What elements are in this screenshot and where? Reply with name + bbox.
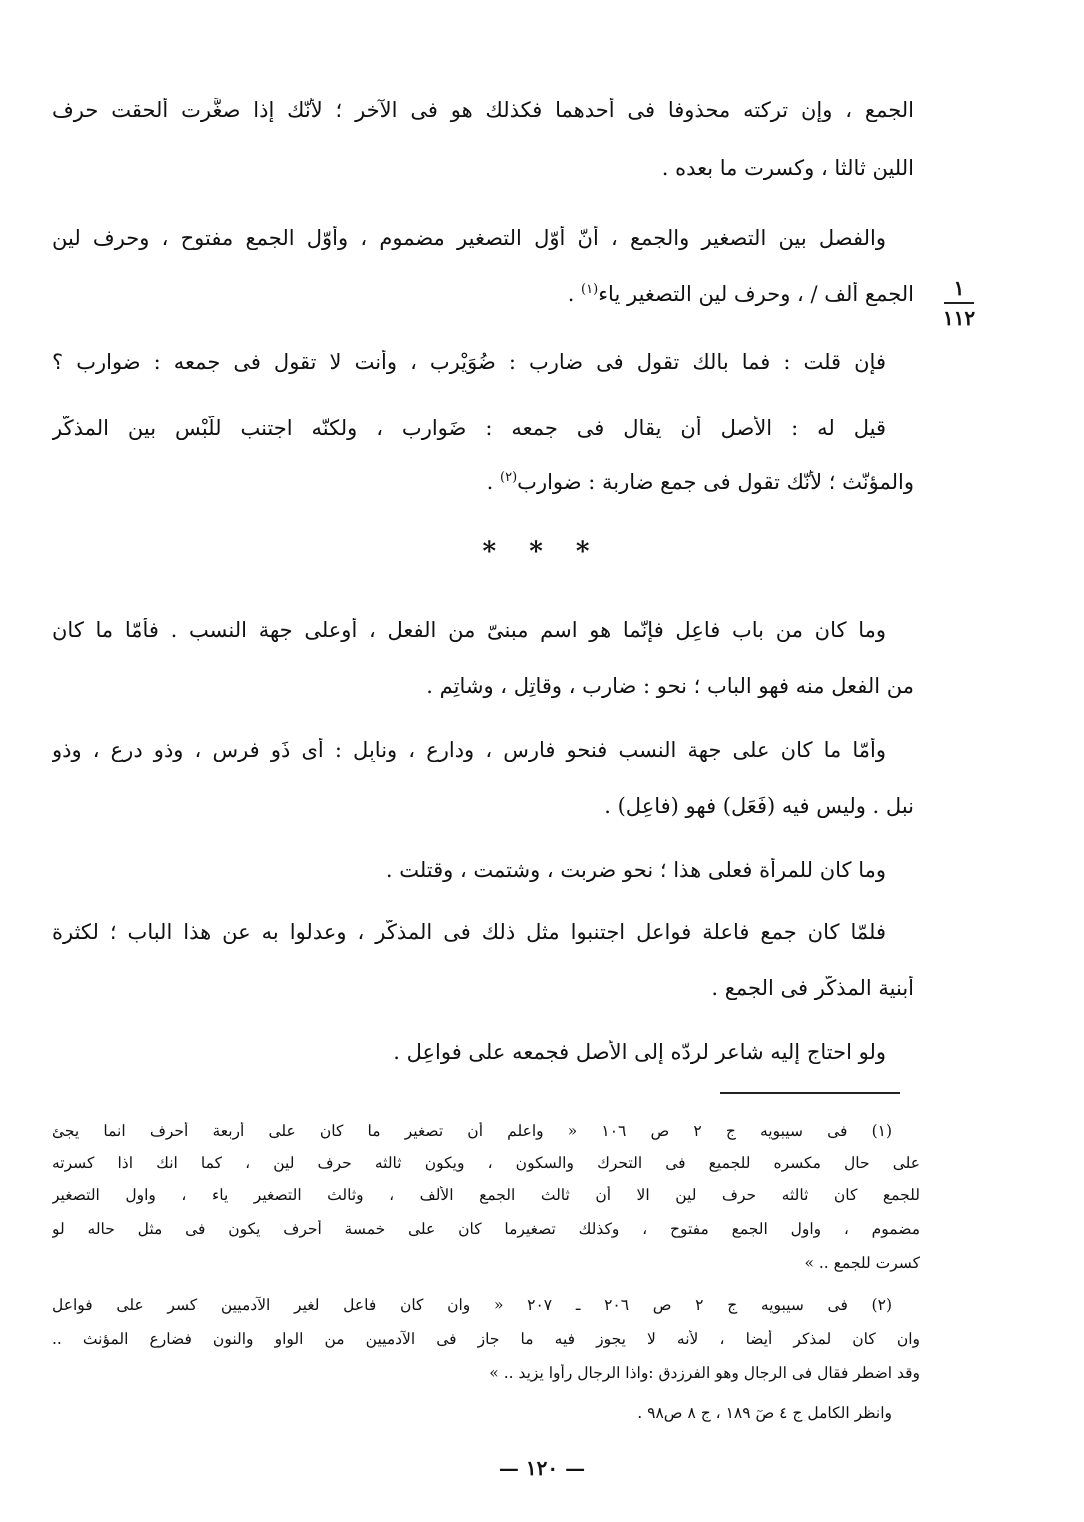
paragraph-9-line-1: ولو احتاج إليه شاعر لردّه إلى الأصل فجمعه على فواعِل . <box>393 1040 886 1064</box>
paragraph-2-line-2-end: . <box>567 282 582 306</box>
paragraph-2-line-2-text: الجمع ألف / ، وحرف لين التصغير ياء <box>598 282 914 306</box>
section-separator: * * * <box>482 537 602 567</box>
paragraph-1-line-2: اللين ثالثا ، وكسرت ما بعده . <box>661 156 914 180</box>
paragraph-4-line-2-end: . <box>486 470 501 494</box>
page-number: — ١٢٠ — <box>498 1456 586 1480</box>
paragraph-6-line-2: نبل . وليس فيه (فَعَل) فهو (فاعِل) . <box>604 794 914 818</box>
paragraph-2-line-1: والفصل بين التصغير والجمع ، أنّ أوّل التصغير مضموم ، وأوّل الجمع مفتوح ، وحرف لين <box>52 226 886 250</box>
margin-note-top: ١ <box>944 276 974 304</box>
footnote-2-line-4: وانظر الكامل ج ٤ صٓ ١٨٩ ، ج ٨ ص٩٨ . <box>637 1404 892 1422</box>
paragraph-5-line-1: وما كان من باب فاعِلٍ فإنّما هو اسم مبنىّ من الفعل ، أوعلى جهة النسب . فأمّا ما كان <box>52 618 886 642</box>
paragraph-4-line-2-text: والمؤنّث ؛ لأنّك تقول فى جمع ضاربة : ضوارب <box>517 470 914 494</box>
footnote-ref-1[interactable]: (١) <box>581 282 599 297</box>
paragraph-6-line-1: وأمّا ما كان على جهة النسب فنحو فارس ، ودارِع ، ونابِل : أى ذَو فرس ، وذو درع ، وذو <box>52 738 886 762</box>
paragraph-5-line-2: من الفعل منه فهو الباب ؛ نحو : ضارِب ، وقاتِل ، وشاتِم . <box>426 674 914 698</box>
footnote-1-line-2: على حال مكسره للجميع فى التحرك والسكون ، ويكون ثالثه حرف لين ، كما انك اذا كسرته <box>52 1154 920 1172</box>
footnote-ref-2[interactable]: (٢) <box>500 470 518 485</box>
footnote-divider <box>720 1092 900 1094</box>
footnote-2-line-3: وقد اضطر فقال فى الرجال وهو الفرزدق :واذا الرجال رأوا يزيد .. » <box>489 1364 920 1382</box>
footnote-2-line-2: وان كان لمذكر أيضا ، لأنه لا يجوز فيه ما جاز فى الآدميين من الواو والنون فضارع المؤنث .. <box>52 1330 920 1348</box>
margin-page-reference <box>936 276 982 330</box>
footnote-2-line-1: (٢) فى سيبويه ج ٢ ص ٢٠٦ ـ ٢٠٧ « وان كان فاعل لغير الآدميين كسر على فواعل <box>52 1296 892 1314</box>
paragraph-8-line-2: أبنية المذكّر فى الجمع . <box>711 976 914 1000</box>
margin-note-bottom: ١١٢ <box>942 306 976 330</box>
paragraph-7-line-1: وما كان للمرأة فعلى هذا ؛ نحو ضربت ، وشتمت ، وقتلت . <box>385 858 886 882</box>
paragraph-4-line-1: قيل له : الأصل أن يقال فى جمعه : ضَوارب ، ولكنّه اجتنب للَّبْس بين المذكّر <box>52 416 886 440</box>
footnote-1-line-5: كسرت للجمع .. » <box>804 1254 920 1272</box>
footnote-1-line-3: للجمع كان ثالثه حرف لين الا أن ثالث الجمع الألف ، وثالث التصغير ياء ، واول التصغير <box>52 1186 920 1204</box>
paragraph-8-line-1: فلمّا كان جمع فاعلة فواعل اجتنبوا مثل ذلك فى المذكّر ، وعدلوا به عن هذا الباب ؛ لكثرة <box>52 920 886 944</box>
footnote-1-line-4: مضموم ، واول الجمع مفتوح ، وكذلك تصغيرما كان على خمسة أحرف يكون فى مثل حاله لو <box>52 1220 920 1238</box>
paragraph-3-line-1: فإن قلت : فما بالك تقول فى ضارب : ضُوَيْرِب ، وأنت لا تقول فى جمعه : ضوارب ؟ <box>52 350 886 374</box>
paragraph-2-line-2 <box>52 282 914 306</box>
paragraph-1-line-1: الجمع ، وإن تركته محذوفا فى أحدهما فكذلك هو فى الآخر ؛ لأنّك إذا صغَّرت ألحقت حرف <box>52 98 914 122</box>
paragraph-4-line-2 <box>52 470 914 494</box>
footnote-1-line-1: (١) فى سيبويه ج ٢ ص ١٠٦ « واعلم أن تصغير ما كان على أربعة أحرف انما يجئ <box>52 1122 893 1140</box>
